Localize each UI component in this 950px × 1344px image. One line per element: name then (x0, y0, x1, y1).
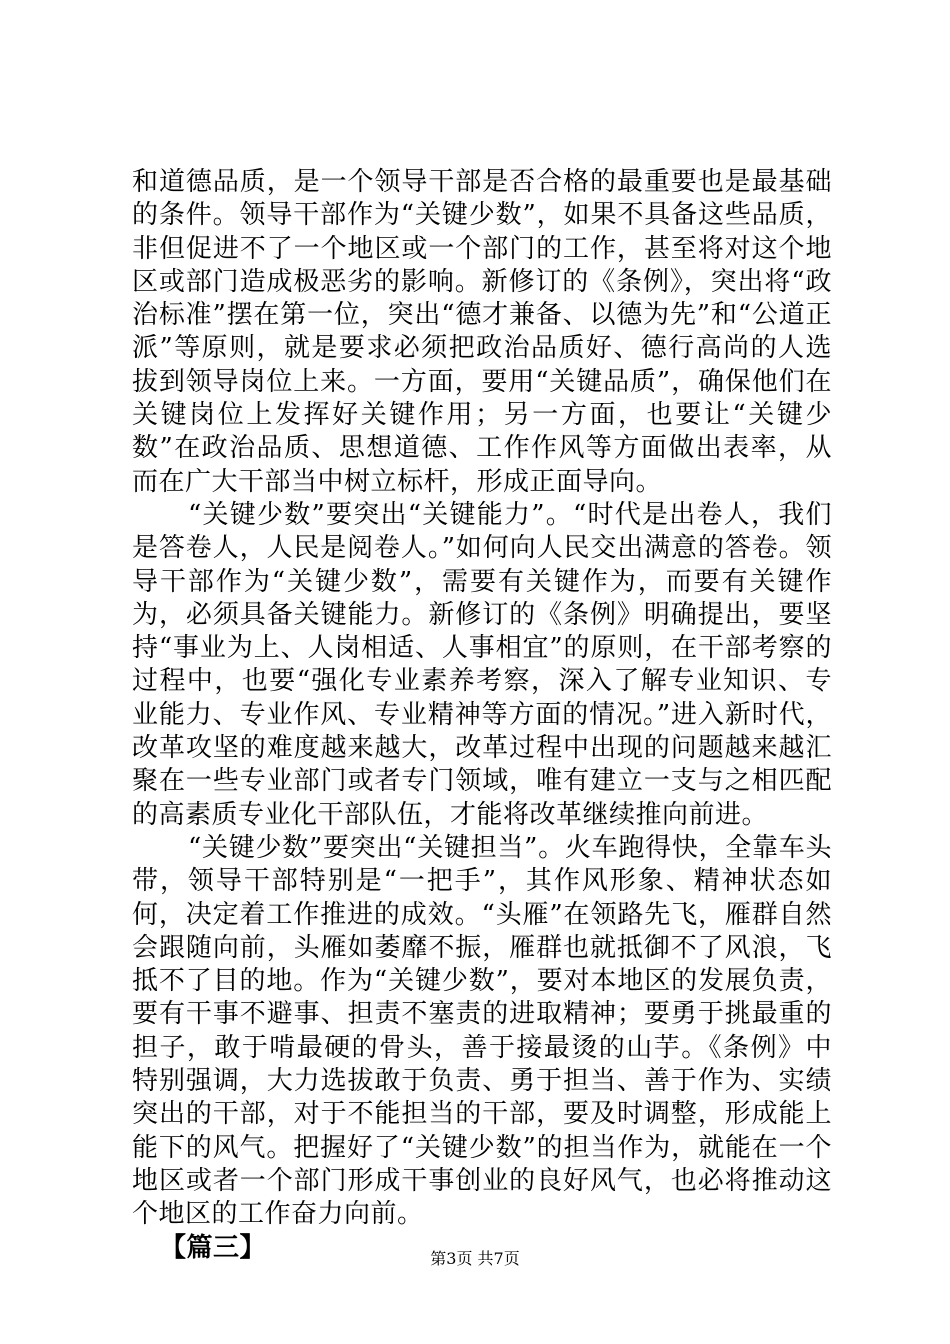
paragraph-1: 和道德品质，是一个领导干部是否合格的最重要也是最基础的条件。领导干部作为“关键少数”，如果不具备这些品质，非但促进不了一个地区或一个部门的工作，甚至将对这个地区或部门造成极恶劣的影响。新修订的《条例》，突出将“政治标准”摆在第一位，突出“德才兼备、以德为先”和“公道正派”等原则，就是要求必须把政治品质好、德行高尚的人选拔到领导岗位上来。一方面，要用“关键品质”，确保他们在关键岗位上发挥好关键作用；另一方面，也要让“关键少数”在政治品质、思想道德、工作作风等方面做出表率，从而在广大干部当中树立标杆，形成正面导向。 (132, 167, 832, 497)
page-number-footer: 第3页 共7页 (430, 1249, 520, 1268)
document-body (132, 166, 832, 1265)
paragraph-2: “关键少数”要突出“关键能力”。“时代是出卷人，我们是答卷人，人民是阅卷人。”如何向人民交出满意的答卷。领导干部作为“关键少数”，需要有关键作为，而要有关键作为，必须具备关键能力。新修订的《条例》明确提出，要坚持“事业为上、人岗相适、人事相宜”的原则，在干部考察的过程中，也要“强化专业素养考察，深入了解专业知识、专业能力、专业作风、专业精神等方面的情况。”进入新时代，改革攻坚的难度越来越大，改革过程中出现的问题越来越汇聚在一些专业部门或者专门领域，唯有建立一支与之相匹配的高素质专业化干部队伍，才能将改革继续推向前进。 (132, 499, 832, 830)
paragraph-3: “关键少数”要突出“关键担当”。火车跑得快，全靠车头带，领导干部特别是“一把手”，其作风形象、精神状态如何，决定着工作推进的成效。“头雁”在领路先飞，雁群自然会跟随向前，头雁如萎靡不振，雁群也就抵御不了风浪，飞抵不了目的地。作为“关键少数”，要对本地区的发展负责，要有干事不避事、担责不塞责的进取精神；要勇于挑最重的担子，敢于啃最硬的骨头，善于接最烫的山芋。《条例》中特别强调，大力选拔敢于负责、勇于担当、善于作为、实绩突出的干部，对于不能担当的干部，要及时调整，形成能上能下的风气。把握好了“关键少数”的担当作为，就能在一个地区或者一个部门形成干事创业的良好风气，也必将推动这个地区的工作奋力向前。 (132, 832, 832, 1230)
section-heading: 【篇三】 (160, 1232, 267, 1263)
